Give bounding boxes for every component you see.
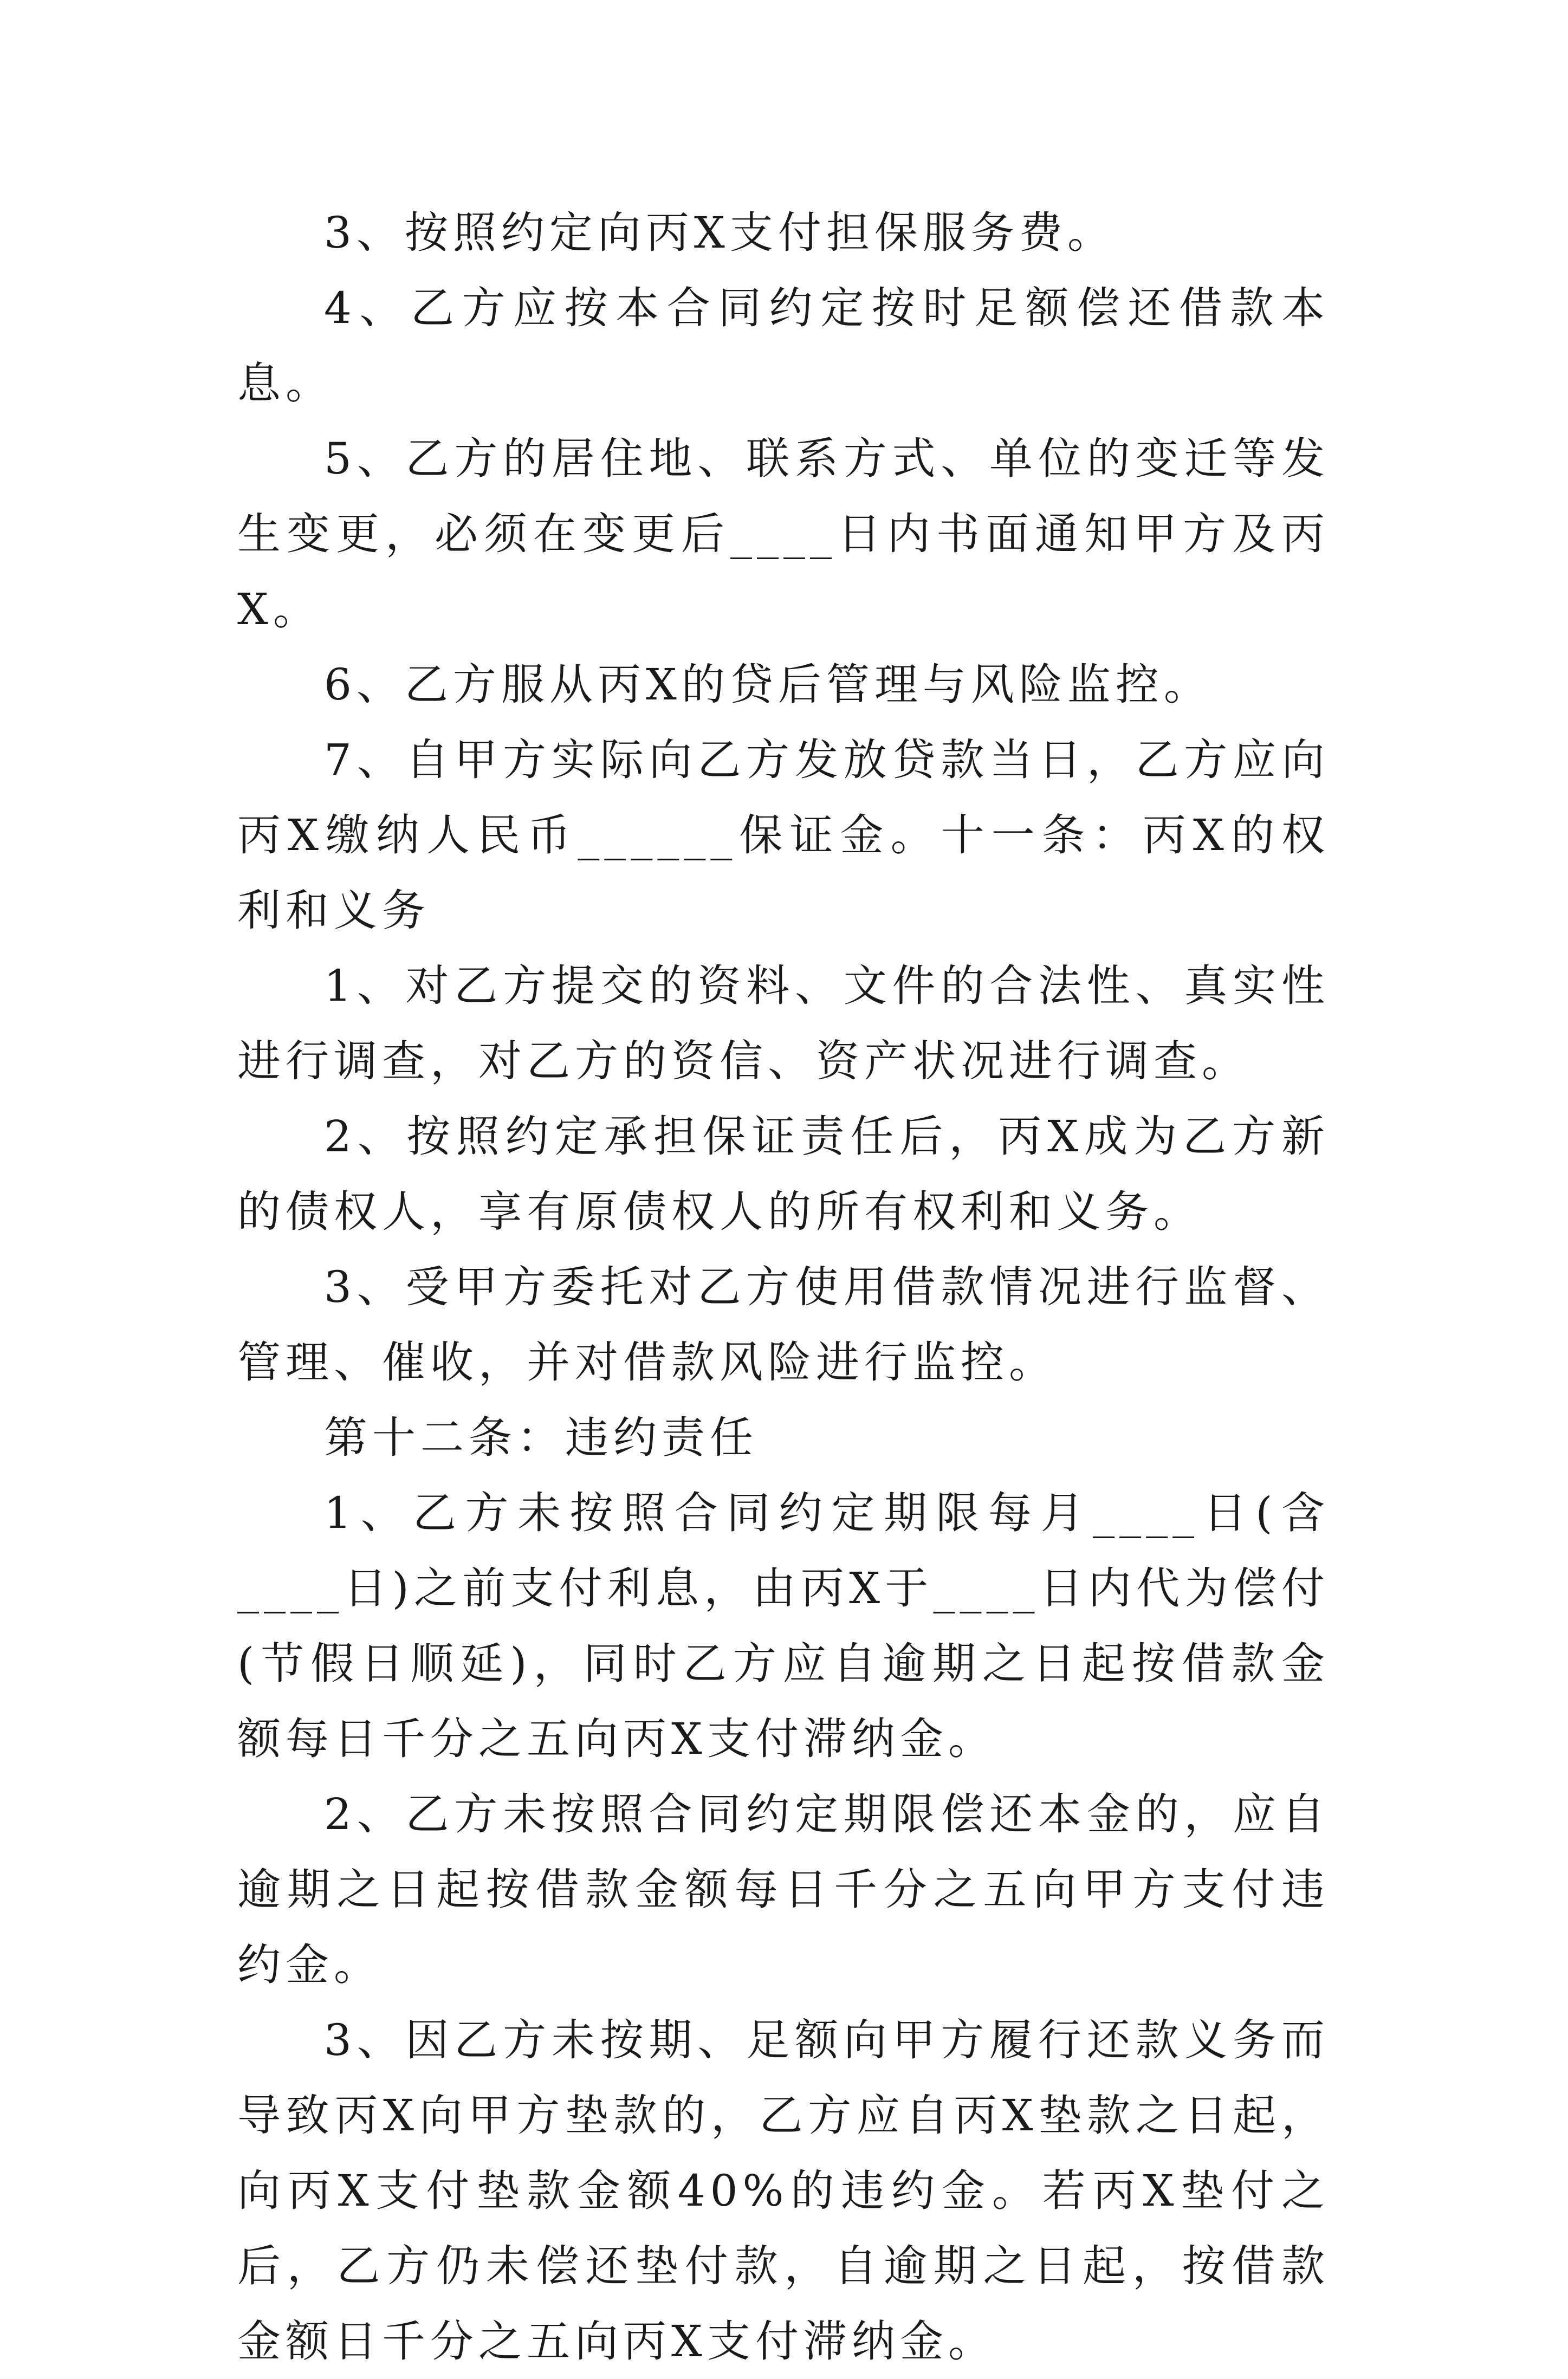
paragraph-deposit: 7、自甲方实际向乙方发放贷款当日，乙方应向丙X缴纳人民币______保证金。十一条：丙X的权利和义务	[237, 735, 1330, 936]
paragraph-supervision: 3、受甲方委托对乙方使用借款情况进行监督、管理、催收，并对借款风险进行监控。	[237, 1262, 1330, 1388]
paragraph-creditor: 2、按照约定承担保证责任后，丙X成为乙方新的债权人，享有原债权人的所有权利和义务。	[237, 1111, 1330, 1237]
paragraph-advance-default: 3、因乙方未按期、足额向甲方履行还款义务而导致丙X向甲方垫款的，乙方应自丙X垫款之日起，向丙X支付垫款金额40%的违约金。若丙X垫付之后，乙方仍未偿还垫付款，自逾期之日起，按借款金额日千分之五向丙X支付滞纳金。	[237, 2015, 1330, 2367]
paragraph-repayment: 4、乙方应按本合同约定按时足额偿还借款本息。	[237, 283, 1330, 409]
paragraph-risk-control: 6、乙方服从丙X的贷后管理与风险监控。	[324, 659, 1212, 710]
document-body	[237, 195, 1330, 2379]
paragraph-interest-default: 1、乙方未按照合同约定期限每月____日(含____日)之前支付利息，由丙X于____日内代为偿付(节假日顺延)，同时乙方应自逾期之日起按借款金额每日千分之五向丙X支付滞纳金。	[237, 1488, 1330, 1764]
section-heading-liability: 第十二条：违约责任	[324, 1412, 758, 1463]
paragraph-change-notice: 5、乙方的居住地、联系方式、单位的变迁等发生变更，必须在变更后____日内书面通知甲方及丙X。	[237, 433, 1330, 634]
paragraph-principal-default: 2、乙方未按照合同约定期限偿还本金的，应自逾期之日起按借款金额每日千分之五向甲方支付违约金。	[237, 1789, 1330, 1990]
paragraph-fee: 3、按照约定向丙X支付担保服务费。	[324, 208, 1116, 258]
paragraph-investigation: 1、对乙方提交的资料、文件的合法性、真实性进行调查，对乙方的资信、资产状况进行调查。	[237, 961, 1330, 1086]
